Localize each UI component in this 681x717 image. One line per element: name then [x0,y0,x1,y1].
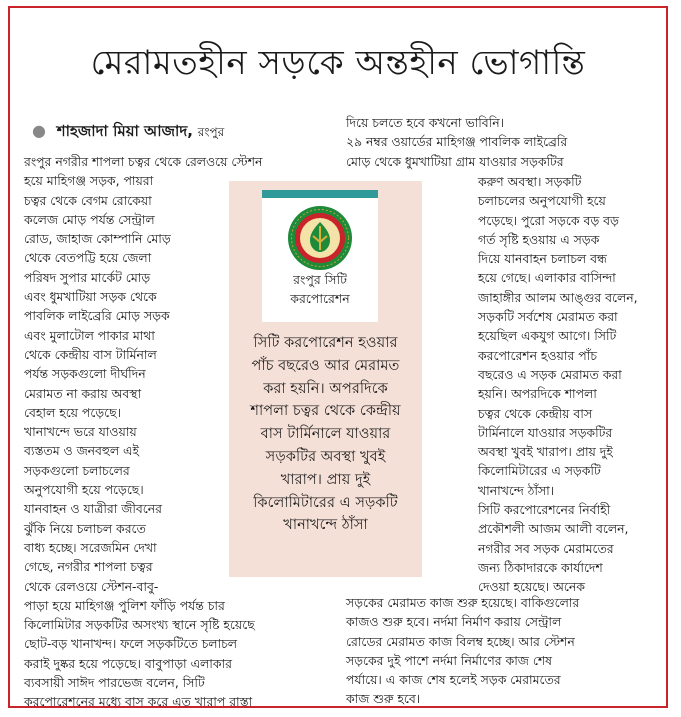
article-line: অনুপযোগী হয়ে পড়েছে। [24,482,144,498]
pull-quote-line: কিলোমিটারের এ সড়কটি [253,493,398,511]
article-line: হয়ে গেছে। এলাকার বাসিন্দা [478,270,616,286]
article-line: থেকে কেন্দ্রীয় বাস টার্মিনাল [24,346,157,362]
article-line: হয়ে মাহিগঞ্জ সড়ক, পায়রা [24,173,154,189]
article-line: সড়কের মেরামত কাজ শুরু হয়েছে। বাকিগুলোর [346,595,580,610]
city-corporation-seal-logo [286,204,354,272]
article-line: বেহাল হয়ে পড়েছে। [24,404,122,420]
article-line: অবস্থা খুবই খারাপ। প্রায় দুই [478,444,613,460]
logo-caption-line: করপোরেশন [290,291,350,306]
article-line: গেছে, নগরীর শাপলা চত্বর [24,559,153,575]
article-line: ২৯ নম্বর ওয়ার্ডের মাহিগঞ্জ পাবলিক লাইব্রেরি [346,134,568,150]
article-line: সড়কটি সর্বশেষ মেরামত করা [478,309,618,325]
article-line: কাজ শুরু হবে। [346,691,421,707]
article-line: সড়কের দুই পাশে নর্দমা নির্মাণের কাজ শেষ [346,652,553,668]
article-bottom [346,593,579,709]
article-line: বছরেও এ সড়ক মেরামত করা [478,366,622,382]
article-line: করপোরেশন হওয়ার পাঁচ [478,347,597,363]
pull-quote-line: সিটি করপোরেশন হওয়ার [253,334,398,351]
byline [32,121,224,142]
article-line: রোডের মেরামত কাজ বিলম্ব হচ্ছে। আর স্টেশন [346,633,575,649]
article-line: পর্যন্ত সড়কগুলো দীর্ঘদিন [24,366,146,382]
pull-quote-line: খারাপ। প্রায় দুই [280,470,371,488]
pull-quote-line: শাপলা চত্বর থেকে কেন্দ্রীয় [250,402,401,420]
logo-card [262,190,378,322]
article-right-top [346,113,567,171]
article-line: চলাচলের অনুপযোগী হয়ে [478,193,606,209]
pull-quote-line: খানাখন্দে ঠাঁসা [283,516,368,534]
article-right-column [478,172,638,597]
article-line: দেওয়া হয়েছে। অনেক [478,579,585,595]
logo-caption-line: রংপুর সিটি [293,272,347,287]
article-line: দিয়ে চলতে হবে কখনো ভাবিনি। [346,115,505,130]
article-line: জাহাঙ্গীর আলম আঙ্গুর বলেন, [478,289,638,305]
article-line: ঝুঁকি নিয়ে চলাচল করতে [24,520,146,536]
article-line: সিটি করপোরেশনের নির্বাহী [478,502,611,518]
article-line: রংপুর নগরীর শাপলা চত্বর থেকে রেলওয়ে স্টেশন [24,154,263,169]
article-line: খানাখন্দে ঠাঁসা। [478,482,555,498]
article-line: কাজও শুরু হবে। নর্দমা নির্মাণ করায় সেন্ট্রাল [346,614,562,630]
article-line: ব্যবসায়ী সাঈদ পারভেজ বলেন, সিটি [24,675,205,691]
article-line: বাধ্য হচ্ছে। সরেজমিন দেখা [24,539,157,555]
article-line: পরিষদ সুপার মার্কেট মোড় [24,269,151,285]
article-line: গর্ত সৃষ্টি হওয়ায় এ সড়ক [478,231,600,247]
article-line: চত্বর থেকে বেগম রোকেয়া [24,192,152,208]
article-line: মোড় থেকে ধুমখাটিয়া গ্রাম যাওয়ার সড়কটির [346,153,564,169]
article-line: এবং ধুমখাটিয়া সড়ক থেকে [24,289,157,305]
article-line: করাই দুষ্কর হয়ে পড়েছে। বাবুপাড়া এলাকার [24,655,232,671]
article-line: থেকে বেতপট্টি হয়ে জেলা [24,250,152,266]
byline-author: শাহজাদা মিয়া আজাদ, [56,122,193,140]
pull-quote-line: পাঁচ বছরেও আর মেরামত [251,356,400,374]
pull-quote [229,332,422,537]
article-line: যানবাহন ও যাত্রীরা জীবনের [24,501,162,517]
article-line: মেরামত না করায় অবস্থা [24,385,142,401]
article-line: পড়েছে। পুরো সড়কে বড় বড় [478,212,619,228]
article-line: প্রকৌশলী আজম আলী বলেন, [478,521,629,537]
article-line: হয়েছিল একযুগ আগে। সিটি [478,328,617,344]
article-line: চত্বর থেকে কেন্দ্রীয় বাস [478,405,593,421]
pull-quote-line: বাস টার্মিনালে যাওয়ার [260,425,391,443]
article-line: এবং মুলাটোল পাকার মাথা [24,327,155,343]
article-line: কিলোমিটার সড়কটির অসংখ্য স্থানে সৃষ্টি হয়েছে [24,617,255,633]
bullet-icon: ● [32,121,46,140]
article-line: পর্যায়ে। এ কাজ শেষ হলেই সড়ক মেরামতের [346,672,561,688]
pull-quote-line: সড়কটির অবস্থা খুবই [265,447,386,465]
article-line: দিয়ে যানবাহন চলাচল বন্ধ [478,251,607,267]
article-line: হয়নি। অপরদিকে শাপলা [478,386,597,402]
article-line: করুণ অবস্থা। সড়কটি [478,174,582,189]
logo-top-bar [262,190,378,198]
article-line: রোড, জাহাজ কোম্পানি মোড় [24,231,171,247]
article-line: নগরীর সব সড়ক মেরামতের [478,540,614,556]
article-line: টার্মিনালে যাওয়ার সড়কটির [478,424,613,440]
article-line: থেকে রেলওয়ে স্টেশন-বাবু- [24,578,159,594]
article-line: ছোট-বড় খানাখন্দ। ফলে সড়কটিতে চলাচল [24,636,238,652]
article-line: জন্য ঠিকাদারকে কার্যাদেশ [478,559,603,575]
article-left-column [24,152,262,712]
article-line: পাবলিক লাইব্রেরি মোড় সড়ক [24,308,170,324]
headline: মেরামতহীন সড়কে অন্তহীন ভোগান্তি [90,43,586,83]
article-line: সড়কগুলো চলাচলের [24,462,130,478]
logo-caption [262,270,378,308]
article-line: পাড়া হয়ে মাহিগঞ্জ পুলিশ ফাঁড়ি পর্যন্ত চার [24,597,225,613]
article-line: করপোরেশনের মধ্যে বাস করে এত খারাপ রাস্তা [24,694,253,710]
article-line: খানাখন্দে ভরে যাওয়ায় [24,424,137,440]
article-line: কিলোমিটারের এ সড়কটি [478,463,601,479]
pull-quote-line: করা হয়নি। অপরদিকে [263,379,388,397]
article-line: ব্যস্ততম ও জনবহুল এই [24,443,139,459]
byline-location: রংপুর [197,125,225,139]
article-line: কলেজ মোড় পর্যন্ত সেন্ট্রাল [24,211,155,227]
